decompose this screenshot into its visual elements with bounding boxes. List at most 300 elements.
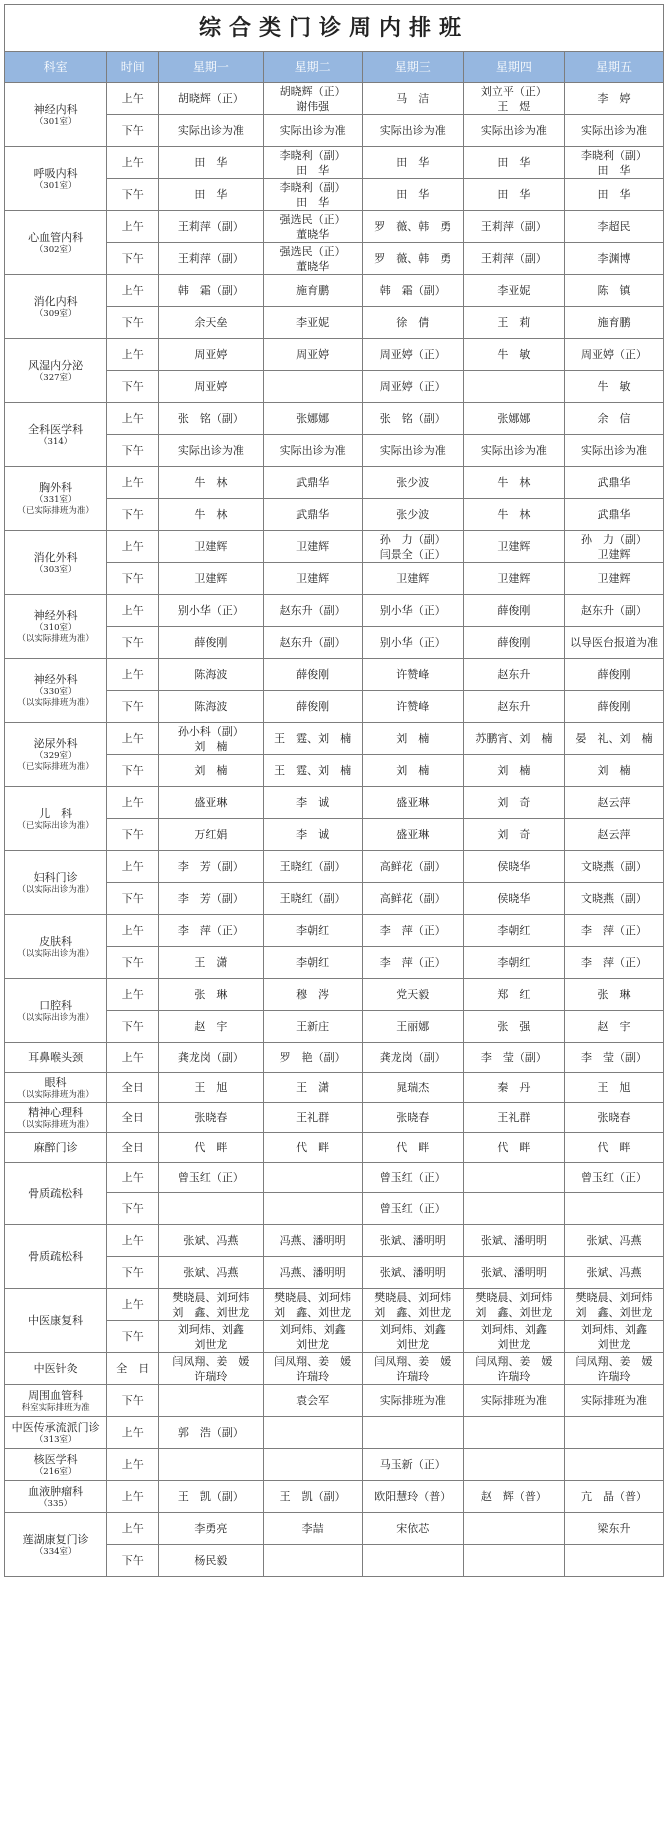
dept-room: （331室） （已实际排班为准） bbox=[17, 495, 94, 516]
doctor-cell: 强选民（正） 董晓华 bbox=[263, 243, 362, 275]
doctor-cell: 代 畔 bbox=[362, 1133, 463, 1163]
session-time: 下午 bbox=[107, 755, 159, 787]
session-time: 上午 bbox=[107, 595, 159, 627]
doctor-cell: 刘珂炜、刘鑫 刘世龙 bbox=[463, 1321, 564, 1353]
session-time: 上午 bbox=[107, 915, 159, 947]
dept-name: 莲湖康复门诊 bbox=[22, 1532, 89, 1546]
session-time: 下午 bbox=[107, 947, 159, 979]
doctor-cell: 王晓红（副） bbox=[263, 851, 362, 883]
doctor-cell bbox=[263, 1449, 362, 1481]
dept-cell bbox=[5, 1073, 107, 1103]
doctor-cell: 别小华（正） bbox=[159, 595, 264, 627]
doctor-cell: 实际出诊为准 bbox=[564, 115, 663, 147]
table-row bbox=[5, 1353, 664, 1385]
dept-room: （302室） bbox=[34, 244, 77, 255]
dept-cell bbox=[5, 1163, 107, 1225]
doctor-cell: 李晓利（副） 田 华 bbox=[564, 147, 663, 179]
table-row bbox=[5, 1385, 664, 1417]
doctor-cell: 宋依芯 bbox=[362, 1513, 463, 1545]
doctor-cell: 李 萍（正） bbox=[564, 947, 663, 979]
dept-cell bbox=[5, 211, 107, 275]
doctor-cell bbox=[263, 371, 362, 403]
doctor-cell: 曾玉红（正） bbox=[564, 1163, 663, 1193]
doctor-cell: 许赞峰 bbox=[362, 659, 463, 691]
dept-name: 精神心理科 bbox=[28, 1105, 84, 1119]
dept-cell bbox=[5, 1043, 107, 1073]
dept-name: 中医针灸 bbox=[33, 1362, 78, 1375]
doctor-cell bbox=[463, 1545, 564, 1577]
doctor-cell bbox=[564, 1545, 663, 1577]
doctor-cell: 郭 浩（副） bbox=[159, 1417, 264, 1449]
doctor-cell: 刘立平（正） 王 煜 bbox=[463, 83, 564, 115]
table-row bbox=[5, 1225, 664, 1257]
doctor-cell bbox=[564, 1449, 663, 1481]
dept-room: （216室） bbox=[34, 1466, 77, 1477]
doctor-cell: 胡晓辉（正） bbox=[159, 83, 264, 115]
doctor-cell: 袁会军 bbox=[263, 1385, 362, 1417]
session-time: 下午 bbox=[107, 627, 159, 659]
dept-room: （301室） bbox=[34, 116, 77, 127]
session-time: 上午 bbox=[107, 1513, 159, 1545]
doctor-cell: 李 萍（正） bbox=[362, 915, 463, 947]
dept-room: （以实际出诊为准） bbox=[17, 884, 94, 895]
session-time: 下午 bbox=[107, 1193, 159, 1225]
table-row bbox=[5, 851, 664, 883]
doctor-cell bbox=[564, 1417, 663, 1449]
doctor-cell: 赵云萍 bbox=[564, 819, 663, 851]
dept-cell bbox=[5, 147, 107, 211]
doctor-cell: 文晓燕（副） bbox=[564, 883, 663, 915]
doctor-cell: 周亚婷 bbox=[159, 371, 264, 403]
session-time: 全日 bbox=[107, 1103, 159, 1133]
doctor-cell: 王 霆、刘 楠 bbox=[263, 755, 362, 787]
doctor-cell: 罗 薇、韩 勇 bbox=[362, 211, 463, 243]
doctor-cell: 韩 霜（副） bbox=[362, 275, 463, 307]
doctor-cell: 刘 楠 bbox=[362, 755, 463, 787]
session-time: 全 日 bbox=[107, 1353, 159, 1385]
header-row bbox=[5, 52, 664, 83]
doctor-cell: 周亚婷 bbox=[159, 339, 264, 371]
doctor-cell: 闫凤翔、姜 媛 许瑞玲 bbox=[362, 1353, 463, 1385]
doctor-cell: 薛俊刚 bbox=[463, 627, 564, 659]
doctor-cell: 郑 红 bbox=[463, 979, 564, 1011]
session-time: 上午 bbox=[107, 723, 159, 755]
doctor-cell bbox=[463, 1163, 564, 1193]
table-row bbox=[5, 1481, 664, 1513]
doctor-cell: 樊晓晨、刘珂炜 刘 鑫、刘世龙 bbox=[362, 1289, 463, 1321]
doctor-cell: 欧阳慧玲（普） bbox=[362, 1481, 463, 1513]
dept-room: （310室） （以实际排班为准） bbox=[17, 623, 94, 644]
doctor-cell: 牛 敏 bbox=[564, 371, 663, 403]
doctor-cell: 张斌、冯燕 bbox=[159, 1257, 264, 1289]
dept-room: （330室） （以实际排班为准） bbox=[17, 687, 94, 708]
doctor-cell: 马 洁 bbox=[362, 83, 463, 115]
doctor-cell: 樊晓晨、刘珂炜 刘 鑫、刘世龙 bbox=[159, 1289, 264, 1321]
doctor-cell: 曾玉红（正） bbox=[362, 1193, 463, 1225]
doctor-cell: 赵东升（副） bbox=[263, 627, 362, 659]
doctor-cell bbox=[463, 1193, 564, 1225]
doctor-cell: 实际排班为准 bbox=[362, 1385, 463, 1417]
doctor-cell: 周亚婷（正） bbox=[362, 339, 463, 371]
doctor-cell: 薛俊刚 bbox=[564, 659, 663, 691]
doctor-cell: 张娜娜 bbox=[463, 403, 564, 435]
doctor-cell: 田 华 bbox=[362, 179, 463, 211]
doctor-cell: 李 芳（副） bbox=[159, 851, 264, 883]
doctor-cell: 卫建辉 bbox=[463, 531, 564, 563]
doctor-cell: 卫建辉 bbox=[263, 531, 362, 563]
doctor-cell: 卫建辉 bbox=[159, 531, 264, 563]
doctor-cell: 孙 力（副） 卫建辉 bbox=[564, 531, 663, 563]
doctor-cell: 田 华 bbox=[159, 147, 264, 179]
dept-cell bbox=[5, 275, 107, 339]
doctor-cell: 晏 礼、刘 楠 bbox=[564, 723, 663, 755]
dept-name: 心血管内科 bbox=[28, 230, 84, 244]
dept-name: 周围血管科 bbox=[28, 1388, 84, 1402]
doctor-cell: 刘珂炜、刘鑫 刘世龙 bbox=[263, 1321, 362, 1353]
doctor-cell: 张斌、冯燕 bbox=[564, 1257, 663, 1289]
doctor-cell: 武鼎华 bbox=[263, 467, 362, 499]
doctor-cell: 王 凯（副） bbox=[263, 1481, 362, 1513]
doctor-cell: 强选民（正） 董晓华 bbox=[263, 211, 362, 243]
table-row bbox=[5, 83, 664, 115]
table-row bbox=[5, 1163, 664, 1193]
dept-name: 麻醉门诊 bbox=[33, 1141, 78, 1154]
dept-name: 中医传承流派门诊 bbox=[11, 1420, 100, 1434]
doctor-cell: 盛亚琳 bbox=[159, 787, 264, 819]
doctor-cell: 赵东升 bbox=[463, 691, 564, 723]
doctor-cell: 穆 涔 bbox=[263, 979, 362, 1011]
dept-cell bbox=[5, 1103, 107, 1133]
doctor-cell: 秦 丹 bbox=[463, 1073, 564, 1103]
dept-cell bbox=[5, 723, 107, 787]
doctor-cell: 许赞峰 bbox=[362, 691, 463, 723]
doctor-cell bbox=[263, 1193, 362, 1225]
doctor-cell: 盛亚琳 bbox=[362, 787, 463, 819]
table-row bbox=[5, 723, 664, 755]
dept-room: （309室） bbox=[34, 308, 77, 319]
doctor-cell: 王 凯（副） bbox=[159, 1481, 264, 1513]
doctor-cell: 王 潇 bbox=[159, 947, 264, 979]
header-dept: 科室 bbox=[5, 52, 107, 83]
doctor-cell: 李 莹（副） bbox=[564, 1043, 663, 1073]
session-time: 下午 bbox=[107, 115, 159, 147]
dept-room: （314） bbox=[39, 436, 73, 447]
doctor-cell: 王 旭 bbox=[564, 1073, 663, 1103]
dept-cell bbox=[5, 1481, 107, 1513]
doctor-cell: 赵云萍 bbox=[564, 787, 663, 819]
dept-cell bbox=[5, 1133, 107, 1163]
doctor-cell: 王 莉 bbox=[463, 307, 564, 339]
doctor-cell: 武鼎华 bbox=[564, 467, 663, 499]
doctor-cell: 张 强 bbox=[463, 1011, 564, 1043]
doctor-cell: 田 华 bbox=[564, 179, 663, 211]
session-time: 下午 bbox=[107, 691, 159, 723]
dept-room: （以实际出诊为准） bbox=[17, 1012, 94, 1023]
doctor-cell: 张少波 bbox=[362, 467, 463, 499]
dept-cell bbox=[5, 851, 107, 915]
doctor-cell: 余天垒 bbox=[159, 307, 264, 339]
doctor-cell: 罗 艳（副） bbox=[263, 1043, 362, 1073]
session-time: 上午 bbox=[107, 851, 159, 883]
doctor-cell: 李超民 bbox=[564, 211, 663, 243]
doctor-cell: 实际出诊为准 bbox=[463, 435, 564, 467]
doctor-cell: 张斌、潘明明 bbox=[463, 1225, 564, 1257]
doctor-cell: 苏鹏宵、刘 楠 bbox=[463, 723, 564, 755]
session-time: 上午 bbox=[107, 339, 159, 371]
table-row bbox=[5, 531, 664, 563]
doctor-cell: 李 萍（正） bbox=[362, 947, 463, 979]
dept-room: （329室） （已实际排班为准） bbox=[17, 751, 94, 772]
doctor-cell: 王莉萍（副） bbox=[159, 243, 264, 275]
table-row bbox=[5, 1043, 664, 1073]
doctor-cell: 刘珂炜、刘鑫 刘世龙 bbox=[362, 1321, 463, 1353]
doctor-cell: 李 诚 bbox=[263, 787, 362, 819]
doctor-cell: 卫建辉 bbox=[463, 563, 564, 595]
dept-name: 消化外科 bbox=[33, 550, 78, 564]
table-row bbox=[5, 1073, 664, 1103]
doctor-cell: 卫建辉 bbox=[159, 563, 264, 595]
dept-name: 神经外科 bbox=[33, 673, 78, 686]
doctor-cell: 刘珂炜、刘鑫 刘世龙 bbox=[564, 1321, 663, 1353]
doctor-cell bbox=[463, 371, 564, 403]
doctor-cell: 张斌、潘明明 bbox=[362, 1225, 463, 1257]
doctor-cell: 刘 奇 bbox=[463, 819, 564, 851]
doctor-cell: 李 萍（正） bbox=[159, 915, 264, 947]
doctor-cell: 代 畔 bbox=[263, 1133, 362, 1163]
dept-cell bbox=[5, 659, 107, 723]
doctor-cell: 王莉萍（副） bbox=[159, 211, 264, 243]
session-time: 下午 bbox=[107, 1321, 159, 1353]
doctor-cell: 梁东升 bbox=[564, 1513, 663, 1545]
dept-name: 妇科门诊 bbox=[33, 870, 78, 884]
session-time: 全日 bbox=[107, 1073, 159, 1103]
dept-room: 科室实际排班为准 bbox=[21, 1402, 90, 1413]
doctor-cell: 张少波 bbox=[362, 499, 463, 531]
table-row bbox=[5, 211, 664, 243]
header-tue: 星期二 bbox=[263, 52, 362, 83]
doctor-cell bbox=[159, 1449, 264, 1481]
doctor-cell: 刘 楠 bbox=[159, 755, 264, 787]
doctor-cell: 田 华 bbox=[159, 179, 264, 211]
doctor-cell bbox=[263, 1163, 362, 1193]
doctor-cell: 武鼎华 bbox=[263, 499, 362, 531]
dept-cell bbox=[5, 595, 107, 659]
doctor-cell: 牛 林 bbox=[463, 467, 564, 499]
dept-cell bbox=[5, 1513, 107, 1577]
doctor-cell: 侯晓华 bbox=[463, 883, 564, 915]
doctor-cell: 党天毅 bbox=[362, 979, 463, 1011]
doctor-cell: 实际出诊为准 bbox=[263, 435, 362, 467]
table-row bbox=[5, 787, 664, 819]
session-time: 下午 bbox=[107, 179, 159, 211]
doctor-cell: 王礼群 bbox=[463, 1103, 564, 1133]
doctor-cell: 薛俊刚 bbox=[263, 691, 362, 723]
doctor-cell: 李亚妮 bbox=[263, 307, 362, 339]
dept-room: （313室） bbox=[34, 1434, 77, 1445]
session-time: 下午 bbox=[107, 883, 159, 915]
doctor-cell: 实际排班为准 bbox=[463, 1385, 564, 1417]
doctor-cell: 王 潇 bbox=[263, 1073, 362, 1103]
doctor-cell bbox=[159, 1385, 264, 1417]
doctor-cell: 赵东升（副） bbox=[564, 595, 663, 627]
doctor-cell: 余 信 bbox=[564, 403, 663, 435]
doctor-cell: 万红娟 bbox=[159, 819, 264, 851]
doctor-cell: 牛 林 bbox=[159, 499, 264, 531]
dept-room: （已实际出诊为准） bbox=[17, 820, 94, 831]
doctor-cell: 刘 楠 bbox=[362, 723, 463, 755]
dept-room: （以实际出诊为准） bbox=[17, 948, 94, 959]
doctor-cell: 李朝红 bbox=[463, 947, 564, 979]
doctor-cell bbox=[263, 1545, 362, 1577]
session-time: 上午 bbox=[107, 1481, 159, 1513]
doctor-cell: 王莉萍（副） bbox=[463, 211, 564, 243]
dept-room: （以实际排班为准） bbox=[17, 1119, 94, 1130]
session-time: 上午 bbox=[107, 83, 159, 115]
doctor-cell: 实际出诊为准 bbox=[362, 435, 463, 467]
session-time: 上午 bbox=[107, 531, 159, 563]
doctor-cell: 闫凤翔、姜 媛 许瑞玲 bbox=[564, 1353, 663, 1385]
doctor-cell: 张斌、潘明明 bbox=[463, 1257, 564, 1289]
dept-cell bbox=[5, 531, 107, 595]
session-time: 下午 bbox=[107, 1011, 159, 1043]
doctor-cell bbox=[463, 1417, 564, 1449]
dept-room: （303室） bbox=[34, 564, 77, 575]
doctor-cell: 张斌、潘明明 bbox=[362, 1257, 463, 1289]
dept-cell bbox=[5, 915, 107, 979]
doctor-cell: 施育鹏 bbox=[564, 307, 663, 339]
doctor-cell: 实际出诊为准 bbox=[463, 115, 564, 147]
table-row bbox=[5, 1417, 664, 1449]
doctor-cell: 代 畔 bbox=[159, 1133, 264, 1163]
dept-name: 中医康复科 bbox=[28, 1314, 84, 1327]
table-row bbox=[5, 915, 664, 947]
session-time: 上午 bbox=[107, 1417, 159, 1449]
doctor-cell: 陈 镇 bbox=[564, 275, 663, 307]
doctor-cell bbox=[159, 1193, 264, 1225]
doctor-cell: 赵 辉（普） bbox=[463, 1481, 564, 1513]
doctor-cell: 高鲜花（副） bbox=[362, 883, 463, 915]
session-time: 下午 bbox=[107, 499, 159, 531]
doctor-cell: 赵东升 bbox=[463, 659, 564, 691]
header-time: 时间 bbox=[107, 52, 159, 83]
dept-name: 全科医学科 bbox=[28, 422, 84, 436]
session-time: 上午 bbox=[107, 211, 159, 243]
doctor-cell: 刘 楠 bbox=[463, 755, 564, 787]
doctor-cell: 李晓利（副） 田 华 bbox=[263, 147, 362, 179]
doctor-cell: 田 华 bbox=[463, 147, 564, 179]
doctor-cell: 李 芳（副） bbox=[159, 883, 264, 915]
table-row bbox=[5, 595, 664, 627]
doctor-cell: 盛亚琳 bbox=[362, 819, 463, 851]
session-time: 下午 bbox=[107, 563, 159, 595]
session-time: 上午 bbox=[107, 979, 159, 1011]
session-time: 下午 bbox=[107, 307, 159, 339]
table-row bbox=[5, 979, 664, 1011]
session-time: 下午 bbox=[107, 371, 159, 403]
doctor-cell: 薛俊刚 bbox=[159, 627, 264, 659]
dept-cell bbox=[5, 1449, 107, 1481]
doctor-cell: 刘 楠 bbox=[564, 755, 663, 787]
doctor-cell bbox=[564, 1193, 663, 1225]
doctor-cell: 别小华（正） bbox=[362, 627, 463, 659]
header-thu: 星期四 bbox=[463, 52, 564, 83]
doctor-cell bbox=[362, 1545, 463, 1577]
doctor-cell: 周亚婷 bbox=[263, 339, 362, 371]
session-time: 上午 bbox=[107, 787, 159, 819]
page-title: 综合类门诊周内排班 bbox=[5, 5, 664, 52]
doctor-cell: 张晓春 bbox=[564, 1103, 663, 1133]
doctor-cell: 卫建辉 bbox=[362, 563, 463, 595]
doctor-cell: 牛 敏 bbox=[463, 339, 564, 371]
dept-room: （301室） bbox=[34, 180, 77, 191]
doctor-cell: 冯燕、潘明明 bbox=[263, 1225, 362, 1257]
session-time: 上午 bbox=[107, 275, 159, 307]
session-time: 上午 bbox=[107, 147, 159, 179]
doctor-cell: 实际排班为准 bbox=[564, 1385, 663, 1417]
dept-cell bbox=[5, 83, 107, 147]
doctor-cell bbox=[263, 1417, 362, 1449]
doctor-cell: 王 霆、刘 楠 bbox=[263, 723, 362, 755]
doctor-cell: 实际出诊为准 bbox=[263, 115, 362, 147]
doctor-cell: 赵 宇 bbox=[159, 1011, 264, 1043]
doctor-cell: 晁瑞杰 bbox=[362, 1073, 463, 1103]
doctor-cell: 实际出诊为准 bbox=[362, 115, 463, 147]
dept-name: 儿 科 bbox=[39, 806, 73, 820]
dept-name: 呼吸内科 bbox=[33, 166, 78, 180]
doctor-cell: 马玉新（正） bbox=[362, 1449, 463, 1481]
doctor-cell: 刘珂炜、刘鑫 刘世龙 bbox=[159, 1321, 264, 1353]
table-row bbox=[5, 659, 664, 691]
doctor-cell: 李勇亮 bbox=[159, 1513, 264, 1545]
doctor-cell bbox=[463, 1513, 564, 1545]
dept-cell bbox=[5, 467, 107, 531]
dept-cell bbox=[5, 1353, 107, 1385]
table-row bbox=[5, 1513, 664, 1545]
table-row bbox=[5, 1449, 664, 1481]
doctor-cell: 龚龙岗（副） bbox=[159, 1043, 264, 1073]
table-row bbox=[5, 1289, 664, 1321]
dept-name: 胸外科 bbox=[39, 481, 73, 494]
doctor-cell: 薛俊刚 bbox=[263, 659, 362, 691]
doctor-cell: 张娜娜 bbox=[263, 403, 362, 435]
session-time: 下午 bbox=[107, 435, 159, 467]
doctor-cell: 卫建辉 bbox=[263, 563, 362, 595]
doctor-cell: 杨民毅 bbox=[159, 1545, 264, 1577]
session-time: 上午 bbox=[107, 1449, 159, 1481]
table-row bbox=[5, 147, 664, 179]
dept-cell bbox=[5, 979, 107, 1043]
doctor-cell: 罗 薇、韩 勇 bbox=[362, 243, 463, 275]
doctor-cell: 樊晓晨、刘珂炜 刘 鑫、刘世龙 bbox=[263, 1289, 362, 1321]
doctor-cell: 田 华 bbox=[362, 147, 463, 179]
doctor-cell: 曾玉红（正） bbox=[159, 1163, 264, 1193]
table-row bbox=[5, 275, 664, 307]
header-fri: 星期五 bbox=[564, 52, 663, 83]
schedule-table bbox=[4, 4, 664, 1577]
dept-cell bbox=[5, 339, 107, 403]
doctor-cell: 张斌、冯燕 bbox=[159, 1225, 264, 1257]
session-time: 上午 bbox=[107, 403, 159, 435]
doctor-cell: 赵 宇 bbox=[564, 1011, 663, 1043]
doctor-cell: 李朝红 bbox=[463, 915, 564, 947]
schedule-body bbox=[5, 83, 664, 1577]
doctor-cell: 孙小科（副） 刘 楠 bbox=[159, 723, 264, 755]
table-row bbox=[5, 1103, 664, 1133]
header-mon: 星期一 bbox=[159, 52, 264, 83]
doctor-cell: 李晓利（副） 田 华 bbox=[263, 179, 362, 211]
dept-name: 口腔科 bbox=[39, 998, 73, 1012]
doctor-cell: 李渊博 bbox=[564, 243, 663, 275]
